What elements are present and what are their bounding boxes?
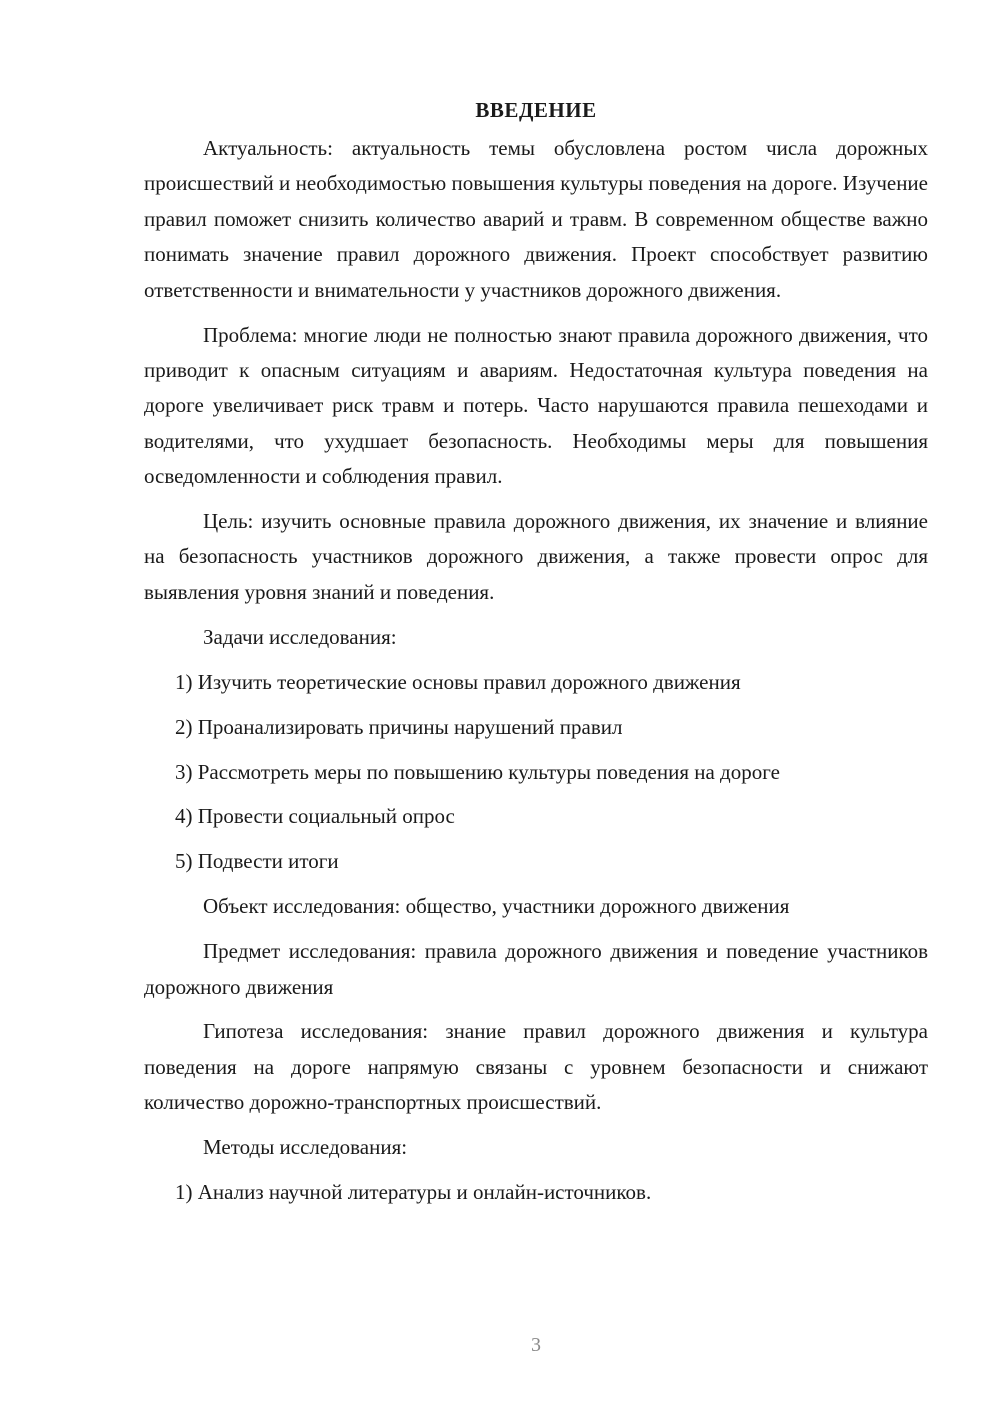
object-paragraph: Объект исследования: общество, участники дорожного движения bbox=[203, 894, 790, 919]
task-item: 2) Проанализировать причины нарушений правил bbox=[175, 714, 623, 739]
subject-paragraph: Предмет исследования: правила дорожного движения и поведение участников дорожного движения bbox=[144, 939, 928, 999]
methods-heading: Методы исследования: bbox=[203, 1135, 408, 1160]
tasks-list bbox=[144, 665, 928, 880]
task-item: 4) Провести социальный опрос bbox=[175, 804, 455, 829]
methods-list bbox=[144, 1175, 928, 1210]
task-item: 3) Рассмотреть меры по повышению культуры поведения на дороге bbox=[175, 759, 780, 784]
task-item: 1) Изучить теоретические основы правил дорожного движения bbox=[175, 669, 741, 694]
task-item: 5) Подвести итоги bbox=[175, 849, 339, 874]
hypothesis-paragraph: Гипотеза исследования: знание правил дорожного движения и культура поведения на дороге напрямую связаны с уровнем безопасности и снижают количество дорожно-транспортных происшествий. bbox=[144, 1019, 928, 1115]
method-item: 1) Анализ научной литературы и онлайн-источников. bbox=[175, 1180, 652, 1205]
problem-paragraph: Проблема: многие люди не полностью знают правила дорожного движения, что приводит к опасным ситуациям и авариям. Недостаточная культура поведения на дороге увеличивает риск травм и потерь. Часто нарушаются правила пешеходами и водителями, что ухудшает безопасность. Необходимы меры для повышения осведомленности и соблюдения правил. bbox=[144, 322, 928, 489]
tasks-heading: Задачи исследования: bbox=[203, 624, 397, 649]
page-number: 3 bbox=[531, 1334, 541, 1356]
goal-paragraph: Цель: изучить основные правила дорожного движения, их значение и влияние на безопасность участников дорожного движения, а также провести опрос для выявления уровня знаний и поведения. bbox=[144, 509, 928, 604]
relevance-paragraph: Актуальность: актуальность темы обусловлена ростом числа дорожных происшествий и необходимостью повышения культуры поведения на дороге. Изучение правил поможет снизить количество аварий и травм. В современном обществе важно понимать значение правил дорожного движения. Проект способствует развитию ответственности и внимательности у участников дорожного движения. bbox=[144, 136, 928, 302]
page-title: ВВЕДЕНИЕ bbox=[475, 98, 597, 122]
